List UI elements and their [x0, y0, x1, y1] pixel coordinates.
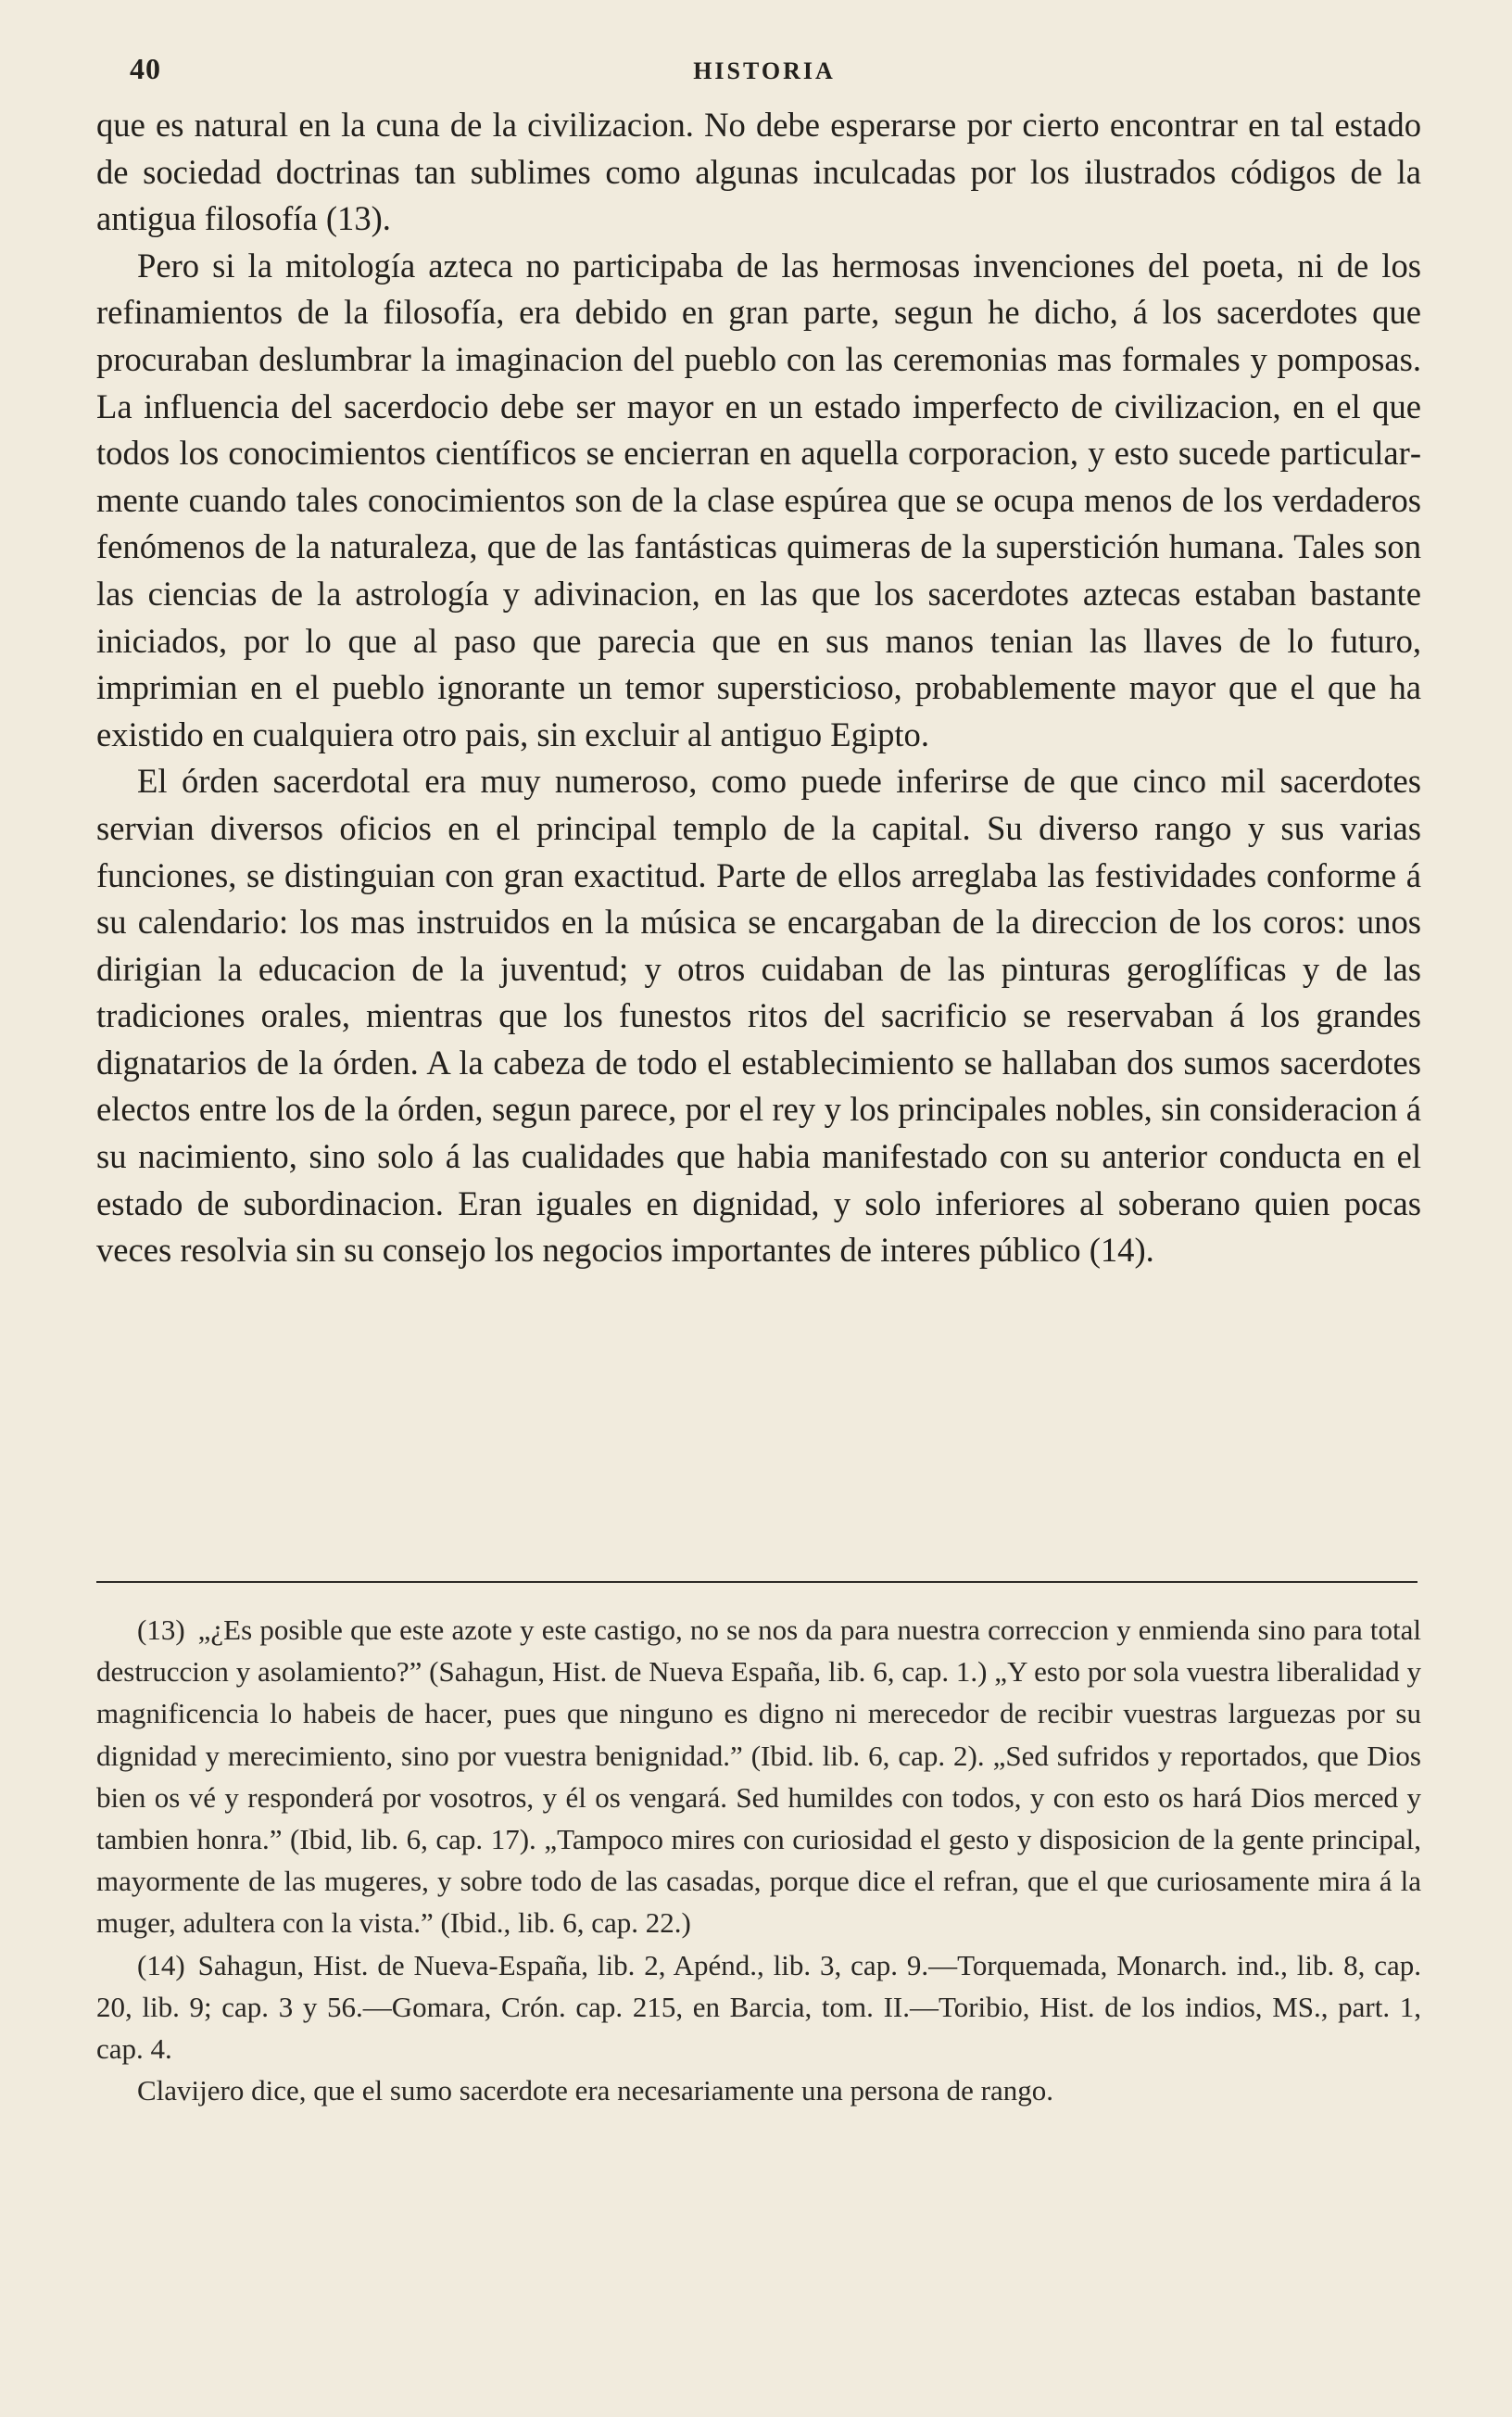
paragraph-continued: que es natural en la cuna de la civilizacion. No debe esperarse por cierto encontrar en tal estado de sociedad doctrinas tan sublimes como algunas inculcadas por los ilustrados códigos de la antigua filosofía (13).	[96, 106, 1421, 238]
footnote-text: „¿Es posible que este azote y este castigo, no se nos da para nuestra correccion y enmienda sino para total destruccion y asolamiento?” (Sahagun, Hist. de Nueva España, lib. 6, cap. 1.) „Y esto por sola vuestra liberalidad y magnificencia lo habeis de hacer, pues que ninguno es digno ni merecedor de recibir vuestras larguezas por su dignidad y merecimiento, sino por vuestra benignidad.” (Ibid. lib. 6, cap. 2). „Sed sufridos y reportados, que Dios bien os vé y responderá por vosotros, y él os vengará. Sed humildes con todos, y con esto os hará Dios merced y tambien honra.” (Ibid, lib. 6, cap. 17). „Tampoco mires con curiosidad el gesto y disposicion de la gente principal, mayormente de las mugeres, y sobre todo de las casadas, porque dice el refran, que el que curiosamente mira á la muger, adultera con la vista.” (Ibid., lib. 6, cap. 22.)	[96, 1613, 1421, 1940]
footnote-continuation	[96, 2069, 1421, 2111]
running-title: HISTORIA	[693, 57, 836, 84]
footnote-marker: (14)	[137, 1948, 185, 1981]
footnote-text: Clavijero dice, que el sumo sacerdote era necesariamente una persona de rango.	[137, 2074, 1053, 2107]
page-header	[130, 52, 1399, 98]
footnote-divider	[96, 1581, 1418, 1583]
paragraph: Pero si la mitología azteca no participaba de las hermosas invenciones del poeta, ni de los refinamientos de la filosofía, era debido en gran parte, segun he dicho, á los sacerdotes que procuraban deslumbrar la imaginacion del pueblo con las ceremonias mas formales y pomposas. La influencia del sacerdocio debe ser mayor en un estado imperfecto de civilizacion, en el que todos los conocimientos científicos se encierran en aquella corporacion, y esto sucede particularmente cuando tales conocimientos son de la clase espúrea que se ocupa menos de los verdaderos fenómenos de la naturaleza, que de las fantásticas quimeras de la superstición humana. Tales son las ciencias de la astrología y adivinacion, en las que los sacerdotes aztecas estaban bastante iniciados, por lo que al paso que parecia que en sus manos tenian las llaves de lo futuro, imprimian en el pueblo ignorante un temor supersticioso, probablemente mayor que el que ha existido en cualquiera otro pais, sin excluir al antiguo Egipto.	[96, 246, 1421, 753]
footnote-13	[96, 1609, 1421, 1944]
main-text	[96, 102, 1421, 1274]
paragraph: El órden sacerdotal era muy numeroso, como puede inferirse de que cinco mil sacerdotes servian diversos oficios en el principal templo de la capital. Su diverso rango y sus varias funciones, se distinguian con gran exactitud. Parte de ellos arreglaba las festividades conforme á su calendario: los mas instruidos en la música se encargaban de la direccion de los coros: unos dirigian la educacion de la juventud; y otros cuidaban de las pinturas geroglíficas y de las tradiciones orales, mientras que los funestos ritos del sacrificio se reservaban á los grandes dignatarios de la órden. A la cabeza de todo el establecimiento se hallaban dos sumos sacerdotes electos entre los de la órden, segun parece, por el rey y los principales nobles, sin consideracion á su nacimiento, sino solo á las cualidades que habia manifestado con su anterior conducta en el estado de subordinacion. Eran iguales en dignidad, y solo inferiores al soberano quien pocas veces resolvia sin su consejo los negocios importantes de interes público (14).	[96, 762, 1421, 1270]
footnote-text: Sahagun, Hist. de Nueva-España, lib. 2, Apénd., lib. 3, cap. 9.—Torquemada, Monarch. ind., lib. 8, cap. 20, lib. 9; cap. 3 y 56.—Gomara, Crón. cap. 215, en Barcia, tom. II.—Toribio, Hist. de los indios, MS., part. 1, cap. 4.	[96, 1948, 1421, 2066]
footnote-14	[96, 1944, 1421, 2070]
footnote-marker: (13)	[137, 1613, 185, 1646]
footnotes	[96, 1609, 1421, 2111]
page-number: 40	[130, 52, 161, 85]
